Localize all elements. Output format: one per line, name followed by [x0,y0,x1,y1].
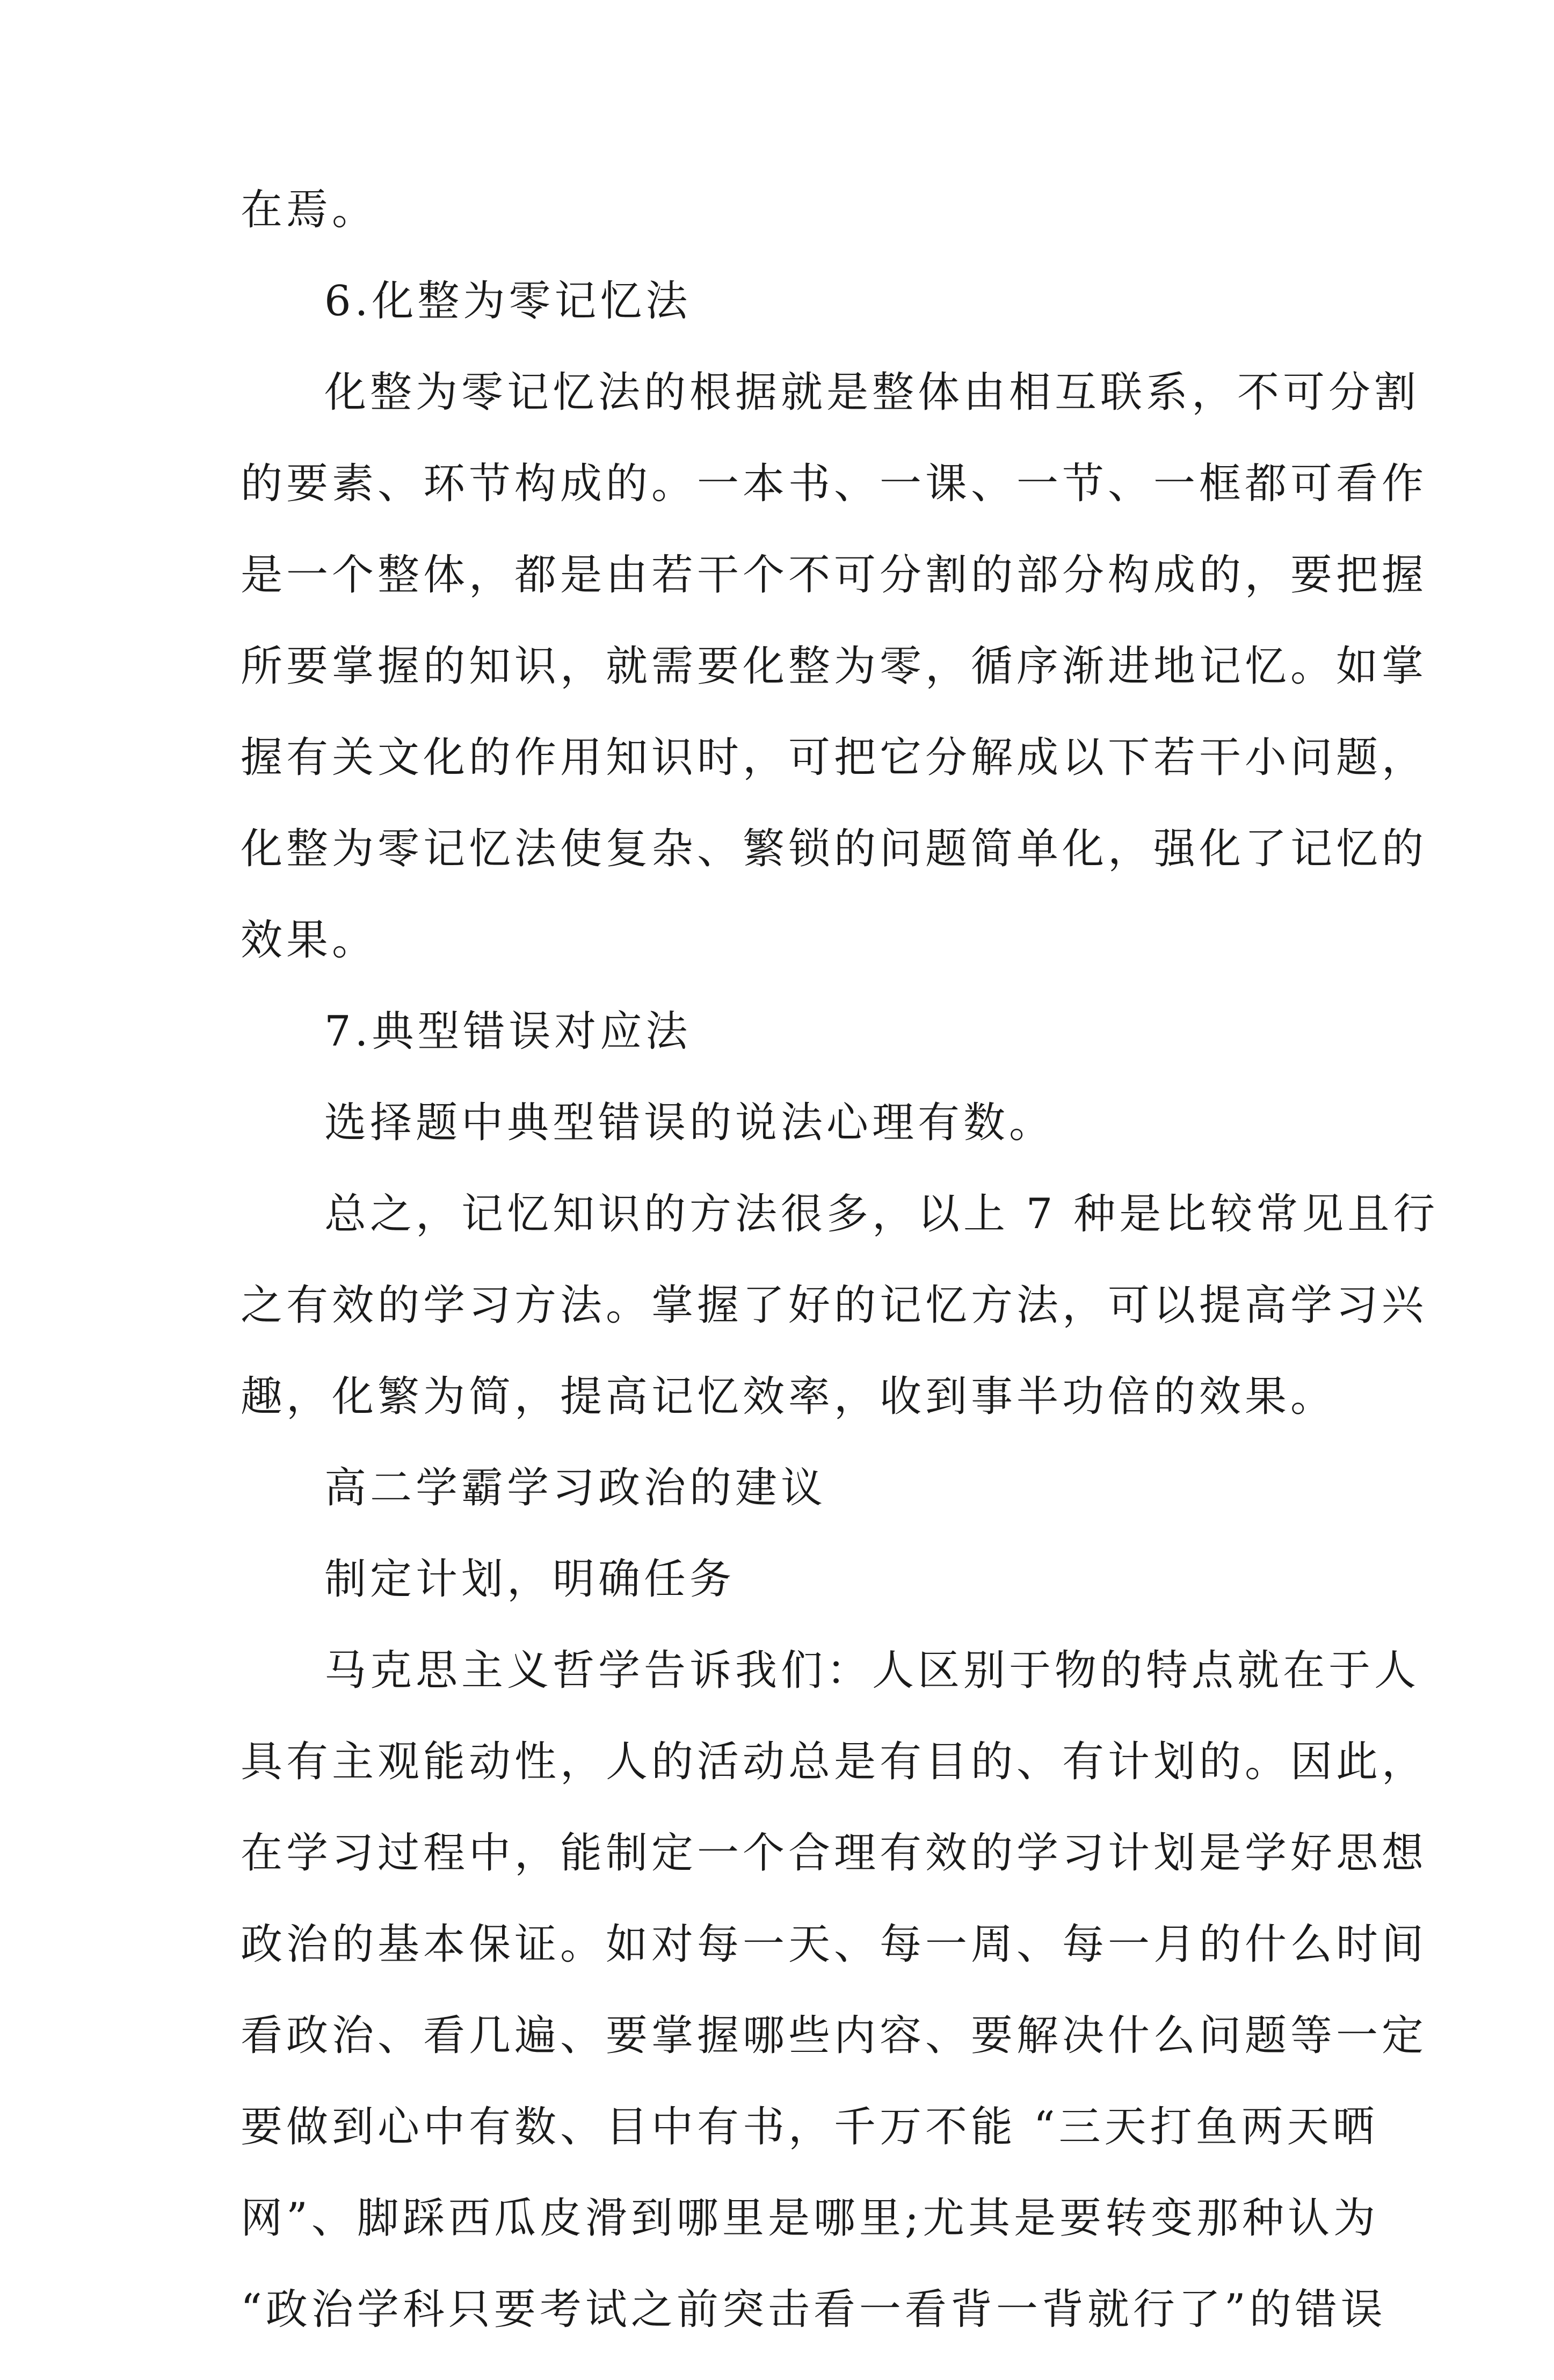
section-heading-6: 6.化整为零记忆法 [324,277,692,325]
text-line-9: 效果。 [241,916,378,964]
text-line-21: 看政治、看几遍、要掌握哪些内容、要解决什么问题等一定 [241,2012,1428,2060]
text-line-6: 所要掌握的知识，就需要化整为零，循序渐进地记忆。如掌 [241,642,1428,691]
text-line-14: 趣，化繁为简，提高记忆效率，收到事半功倍的效果。 [241,1373,1337,1421]
text-line-22: 要做到心中有数、目中有书，千万不能 “三天打鱼两天晒 [241,2103,1378,2151]
document-page [241,186,1439,2380]
text-line-24: “政治学科只要考试之前突击看一看背一背就行了”的错误 [241,2285,1386,2334]
subheading-plan: 制定计划，明确任务 [324,1555,736,1603]
text-line-7: 握有关文化的作用知识时，可把它分解成以下若干小问题， [241,734,1428,782]
text-line-11: 选择题中典型错误的说法心理有数。 [324,1099,1055,1147]
section-heading-7: 7.典型错误对应法 [324,1007,692,1056]
text-line-18: 具有主观能动性，人的活动总是有目的、有计划的。因此， [241,1738,1428,1786]
text-line-8: 化整为零记忆法使复杂、繁锁的问题简单化，强化了记忆的 [241,825,1428,873]
text-line-19: 在学习过程中，能制定一个合理有效的学习计划是学好思想 [241,1829,1428,1877]
text-line-3: 化整为零记忆法的根据就是整体由相互联系，不可分割 [324,368,1420,417]
text-line-13: 之有效的学习方法。掌握了好的记忆方法，可以提高学习兴 [241,1281,1428,1330]
text-line-23: 网”、脚踩西瓜皮滑到哪里是哪里;尤其是要转变那种认为 [241,2194,1379,2243]
text-line-20: 政治的基本保证。如对每一天、每一周、每一月的什么时间 [241,1920,1428,1969]
text-line-12: 总之，记忆知识的方法很多，以上 7 种是比较常见且行 [324,1190,1439,1238]
text-line-4: 的要素、环节构成的。一本书、一课、一节、一框都可看作 [241,460,1428,508]
section-heading-advice: 高二学霸学习政治的建议 [324,1464,827,1512]
text-line-17: 马克思主义哲学告诉我们：人区别于物的特点就在于人 [324,1646,1420,1695]
text-line-5: 是一个整体，都是由若干个不可分割的部分构成的，要把握 [241,551,1428,599]
text-line-1: 在焉。 [241,186,378,234]
